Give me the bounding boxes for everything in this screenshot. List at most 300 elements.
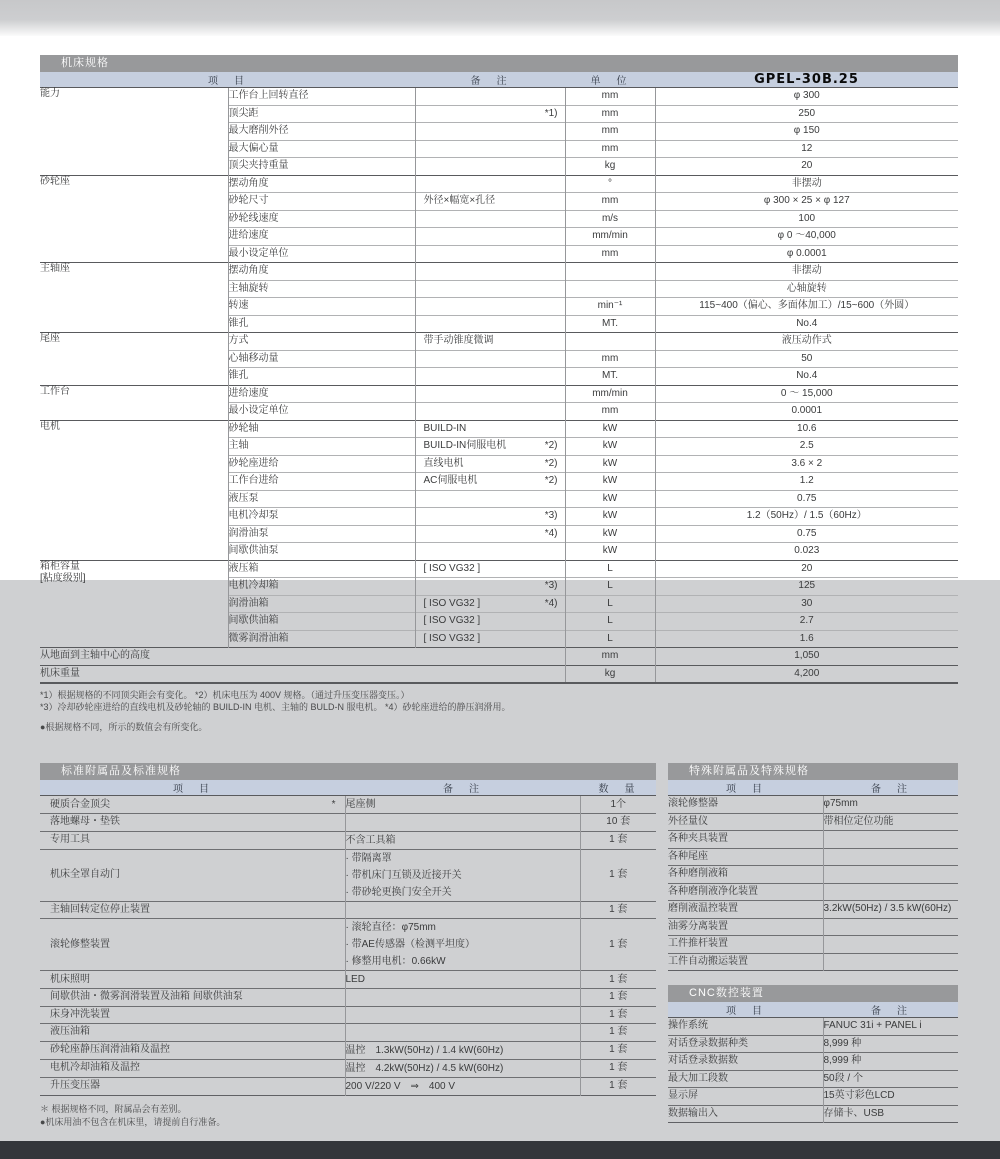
cnc-table [668,1002,958,1123]
remark-text: 外径×幅宽×孔径 [423,195,496,207]
unit-cell: L [565,595,655,613]
unit-cell: kW [565,455,655,473]
remark-cell [415,193,565,211]
qty-cell: 1 套 [580,1041,656,1059]
value-cell: 0.75 [655,490,958,508]
group-name: 箱柜容量 [40,560,80,572]
item-cell: 润滑油泵 [228,525,415,543]
unit-cell: kg [565,665,655,683]
item-text: 砂轮座静压润滑油箱及温控 [50,1044,170,1055]
item-cell [40,971,345,989]
item-cell [40,919,345,971]
qty-cell: 1 套 [580,901,656,919]
remark-line: · 修整用电机：0.66kW [345,956,446,967]
value-cell: 100 [655,210,958,228]
qty-cell: 1 套 [580,831,656,849]
item-text: 滚轮修整装置 [50,938,110,950]
remark-text: [ ISO VG32 ] [423,632,481,644]
unit-cell: kg [565,158,655,176]
remark-cell [345,849,580,901]
value-cell: 0.75 [655,525,958,543]
item-cell: 工件自动搬运装置 [668,953,823,971]
remark-cell [415,140,565,158]
remark-cell: 8,999 种 [823,1035,958,1053]
remark-cell [415,228,565,246]
remark-cell [415,403,565,421]
unit-cell: MT. [565,315,655,333]
item-cell: 最小设定单位 [228,403,415,421]
remark-cell [823,831,958,849]
remark-cell [345,989,580,1007]
accessory-row [40,796,656,814]
column-header-remark: 备 注 [823,1002,958,1018]
value-cell: φ 150 [655,123,958,141]
remark-cell-wrap [416,633,565,645]
item-cell: 最大偏心量 [228,140,415,158]
value-cell: No.4 [655,315,958,333]
unit-cell: L [565,630,655,648]
item-cell: 进给速度 [228,228,415,246]
unit-cell: mm [565,648,655,666]
remark-cell-wrap [416,598,565,610]
item-cell: 砂轮尺寸 [228,193,415,211]
item-cell: 各种磨削液净化装置 [668,883,823,901]
group-name: 电机 [40,420,60,432]
list-row [668,918,958,936]
remark-cell: 50段 / 个 [823,1070,958,1088]
value-cell: 20 [655,158,958,176]
footnote-mark: *2) [544,475,558,487]
unit-cell: mm [565,123,655,141]
column-header-item: 项 目 [668,780,823,796]
unit-cell [565,333,655,351]
item-cell: 各种夹具装置 [668,831,823,849]
cnc-title: CNC数控装置 [689,987,764,999]
unit-cell: min⁻¹ [565,298,655,316]
machine-spec-table [40,72,958,684]
qty-cell: 1 套 [580,1059,656,1077]
accessory-row [40,971,656,989]
item-cell [40,1041,345,1059]
value-cell: 115~400（偏心、多面体加工）/15~600（外圆） [655,298,958,316]
spec-row [40,420,958,438]
remark-cell [415,385,565,403]
remark-cell [415,490,565,508]
value-cell: 0 ～ 15,000 [655,385,958,403]
list-row [668,1035,958,1053]
remark-cell-wrap [416,458,565,470]
special-accessories-section [668,763,958,971]
group-cell [40,420,228,560]
group-cell [40,88,228,176]
value-cell: 1.6 [655,630,958,648]
column-header-remark: 备 注 [823,780,958,796]
remark-cell: 15英寸彩色LCD [823,1088,958,1106]
item-wrap [40,1026,345,1038]
remark-line: 200 V/220 V ⇒ 400 V [345,1080,456,1092]
item-cell [40,849,345,901]
item-cell: 间歇供油泵 [228,543,415,561]
unit-cell: ° [565,175,655,193]
item-cell: 操作系统 [668,1018,823,1036]
accessory-row [40,1059,656,1077]
remark-cell [415,158,565,176]
item-text: 机床照明 [50,973,90,985]
remark-cell [415,560,565,578]
remark-cell [415,263,565,281]
item-cell: 砂轮线速度 [228,210,415,228]
standard-accessories-title: 标准附属品及标准规格 [61,765,181,777]
remark-text: 带手动锥度微调 [423,335,494,347]
spec-row [40,665,958,683]
unit-cell: mm/min [565,228,655,246]
item-cell: 对话登录数据种类 [668,1035,823,1053]
value-cell: 1.2（50Hz）/ 1.5（60Hz） [655,508,958,526]
item-cell: 磨削液温控装置 [668,901,823,919]
value-cell: 30 [655,595,958,613]
value-cell: No.4 [655,368,958,386]
accessory-row [40,989,656,1007]
remark-cell: FANUC 31i + PANEL i [823,1018,958,1036]
remark-cell-wrap [416,563,565,575]
unit-cell [565,263,655,281]
item-wrap [40,939,345,951]
qty-cell: 1 套 [580,1006,656,1024]
group-name: 尾座 [40,333,60,344]
item-text: 升压变压器 [50,1080,100,1091]
item-cell: 最大加工段数 [668,1070,823,1088]
spec-row [40,385,958,403]
value-cell: 10.6 [655,420,958,438]
value-cell: 液压动作式 [655,333,958,351]
column-header-item: 项 目 [40,780,345,796]
remark-cell [415,123,565,141]
accessory-row [40,1077,656,1095]
value-cell: φ 0 ～40,000 [655,228,958,246]
item-cell: 砂轮座进给 [228,455,415,473]
remark-line: · 带机床门互锁及近接开关 [345,869,462,881]
standard-accessories-section [40,763,656,1129]
remark-text: AC伺服电机 [423,475,478,487]
list-row [668,796,958,814]
remark-cell [415,210,565,228]
group-cell [40,175,228,263]
remark-cell [415,88,565,106]
item-cell: 油雾分离装置 [668,918,823,936]
remark-cell [823,848,958,866]
item-text: 专用工具 [50,834,90,845]
unit-cell: L [565,560,655,578]
remark-cell [415,280,565,298]
remark-line: 尾座侧 [345,799,376,810]
accessory-row [40,919,656,971]
unit-cell: kW [565,420,655,438]
remark-text: [ ISO VG32 ] [423,562,481,574]
special-accessories-table [668,780,958,971]
item-text: 机床全罩自动门 [50,869,120,880]
footnote-mark: *3) [544,580,558,592]
item-cell: 对话登录数据数 [668,1053,823,1071]
unit-cell: mm [565,245,655,263]
item-text: 硬质合金顶尖 [50,798,110,810]
spec-row [40,263,958,281]
remark-cell [415,245,565,263]
list-row [668,1105,958,1123]
qty-cell: 1 套 [580,971,656,989]
value-cell: 0.023 [655,543,958,561]
value-cell: 非摆动 [655,175,958,193]
remark-cell [345,831,580,849]
item-cell: 工件推杆装置 [668,936,823,954]
item-cell: 砂轮轴 [228,420,415,438]
remark-cell [823,866,958,884]
value-cell: 250 [655,105,958,123]
spc-table-header-row [668,780,958,796]
item-cell [40,1059,345,1077]
item-cell: 润滑油箱 [228,595,415,613]
remark-text: 直线电机 [423,457,464,469]
list-row [668,1018,958,1036]
remark-cell-wrap [416,528,565,540]
remark-cell [415,175,565,193]
remark-cell [823,953,958,971]
remark-cell: 8,999 种 [823,1053,958,1071]
remark-cell [345,1077,580,1095]
special-accessories-title: 特殊附属品及特殊规格 [689,765,809,777]
remark-cell-wrap [416,510,565,522]
unit-cell: kW [565,525,655,543]
item-cell: 电机冷却箱 [228,578,415,596]
remark-line: 不含工具箱 [345,834,396,846]
remark-cell [415,525,565,543]
remark-cell: 带相位定位功能 [823,813,958,831]
item-cell: 方式 [228,333,415,351]
column-header-item: 项 目 [40,72,415,88]
item-cell [40,1077,345,1095]
remark-cell [345,1006,580,1024]
unit-cell: L [565,578,655,596]
remark-text: [ ISO VG32 ] [423,597,481,609]
value-cell: 12 [655,140,958,158]
group-name: 主轴座 [40,263,70,274]
value-cell: 1.2 [655,473,958,491]
unit-cell [565,280,655,298]
item-cell [40,901,345,919]
item-wrap [40,1062,345,1074]
qty-cell: 1 套 [580,919,656,971]
group-cell [40,333,228,386]
value-cell: 0.0001 [655,403,958,421]
list-row [668,936,958,954]
value-cell: 3.6 × 2 [655,455,958,473]
remark-cell [345,1024,580,1042]
footnote-mark: *1) [544,107,558,119]
standard-accessories-footnotes [40,1103,656,1129]
item-wrap [40,834,345,846]
group-name: 砂轮座 [40,175,70,187]
item-cell: 机床重量 [40,665,565,683]
column-header-remark: 备 注 [415,72,565,88]
item-cell [40,831,345,849]
value-cell: φ 300 × 25 × φ 127 [655,193,958,211]
remark-cell-wrap [416,475,565,487]
item-cell: 数据输出入 [668,1105,823,1123]
footnote-mark: *2) [544,457,558,469]
spec-header-row [40,72,958,88]
item-cell: 进给速度 [228,385,415,403]
qty-cell: 1 套 [580,1024,656,1042]
group-cell [40,385,228,420]
group-cell [40,560,228,648]
remark-cell [415,595,565,613]
item-text: 床身冲洗装置 [50,1008,110,1020]
item-cell: 间歇供油箱 [228,613,415,631]
item-cell: 外径量仪 [668,813,823,831]
remark-cell [415,543,565,561]
standard-accessories-table [40,780,656,1096]
accessory-row [40,1006,656,1024]
remark-cell-wrap [416,195,565,207]
item-cell: 工作台上回转直径 [228,88,415,106]
accessory-row [40,849,656,901]
remark-cell [823,883,958,901]
item-wrap [40,1080,345,1092]
machine-spec-section [40,55,958,734]
general-note: ●根据规格不同，所示的数值会有所变化。 [40,722,208,732]
machine-spec-title-bar [40,55,958,72]
remark-cell [415,350,565,368]
value-cell: 125 [655,578,958,596]
remark-text: BUILD-IN伺服电机 [423,440,507,452]
item-cell: 转速 [228,298,415,316]
item-cell: 电机冷却泵 [228,508,415,526]
item-cell: 心轴移动量 [228,350,415,368]
list-row [668,901,958,919]
qty-cell: 10 套 [580,814,656,832]
item-cell: 工作台进给 [228,473,415,491]
unit-cell: mm [565,140,655,158]
remark-cell-wrap [416,108,565,120]
list-row [668,883,958,901]
unit-cell: kW [565,473,655,491]
remark-cell [345,1041,580,1059]
remark-cell [345,796,580,814]
remark-cell: 3.2kW(50Hz) / 3.5 kW(60Hz) [823,901,958,919]
qty-cell: 1 套 [580,1077,656,1095]
value-cell: φ 300 [655,88,958,106]
footnote-mark: *4) [544,527,558,539]
value-cell: 2.7 [655,613,958,631]
remark-cell [415,473,565,491]
remark-line: · 滚轮直径：φ75mm [345,922,436,933]
machine-spec-footnotes [40,690,958,734]
model-name-header: GPEL-30B.25 [655,72,958,88]
remark-cell [415,368,565,386]
footnote-mark: * [331,798,336,810]
remark-line: · 带砂轮更换门安全开关 [345,886,452,898]
qty-cell: 1个 [580,796,656,814]
remark-line: · 带AE传感器（检测平坦度） [345,939,475,950]
item-cell [40,1006,345,1024]
footnote-line: *3）冷却砂轮座进给的直线电机及砂轮轴的 BUILD-IN 电机、主轴的 BULD-N 服电机。 *4）砂轮座进给的静压润滑用。 [40,701,511,712]
item-cell: 摆动角度 [228,263,415,281]
item-cell: 主轴旋转 [228,280,415,298]
item-cell: 液压箱 [228,560,415,578]
item-text: 液压油箱 [50,1026,90,1038]
item-text: 主轴回转定位停止装置 [50,903,150,915]
column-header-item: 项 目 [668,1002,823,1018]
group-name-sub: [粘度级别] [40,572,86,584]
item-cell [40,1024,345,1042]
item-cell: 主轴 [228,438,415,456]
remark-cell-wrap [416,335,565,347]
item-cell [40,796,345,814]
accessories-header-row [40,780,656,796]
item-wrap [40,974,345,986]
unit-cell: mm [565,193,655,211]
remark-cell-wrap [416,615,565,627]
unit-cell: mm [565,350,655,368]
remark-cell [415,298,565,316]
list-row [668,953,958,971]
spec-row [40,560,958,578]
remark-text: [ ISO VG32 ] [423,615,481,627]
item-cell [40,814,345,832]
remark-cell [415,438,565,456]
unit-cell: MT. [565,368,655,386]
remark-cell [823,936,958,954]
accessory-row [40,1041,656,1059]
item-cell: 最小设定单位 [228,245,415,263]
item-cell: 显示屏 [668,1088,823,1106]
item-wrap [40,991,345,1003]
top-gray-band [0,0,1000,36]
item-cell: 滚轮修整器 [668,796,823,814]
item-wrap [40,799,345,811]
value-cell: 2.5 [655,438,958,456]
list-row [668,848,958,866]
value-cell: 4,200 [655,665,958,683]
item-wrap [40,869,345,881]
cnc-title-bar [668,985,958,1002]
item-cell: 各种磨削液箱 [668,866,823,884]
remark-cell [415,105,565,123]
value-cell: 非摆动 [655,263,958,281]
unit-cell: mm/min [565,385,655,403]
remark-cell [345,919,580,971]
remark-cell-wrap [416,580,565,592]
item-wrap [40,1009,345,1021]
unit-cell: kW [565,508,655,526]
remark-cell [345,1059,580,1077]
remark-cell [415,315,565,333]
list-row [668,813,958,831]
footnote-mark: *2) [544,440,558,452]
item-text: 电机冷却油箱及温控 [50,1062,140,1073]
item-cell: 锥孔 [228,368,415,386]
list-row [668,1088,958,1106]
item-cell: 各种尾座 [668,848,823,866]
group-cell [40,263,228,333]
value-cell: 50 [655,350,958,368]
special-accessories-title-bar [668,763,958,780]
column-header-qty: 数 量 [580,780,656,796]
item-wrap [40,1044,345,1056]
footer-bar [0,1141,1000,1159]
value-cell: 1,050 [655,648,958,666]
remark-cell [415,420,565,438]
accessory-row [40,1024,656,1042]
